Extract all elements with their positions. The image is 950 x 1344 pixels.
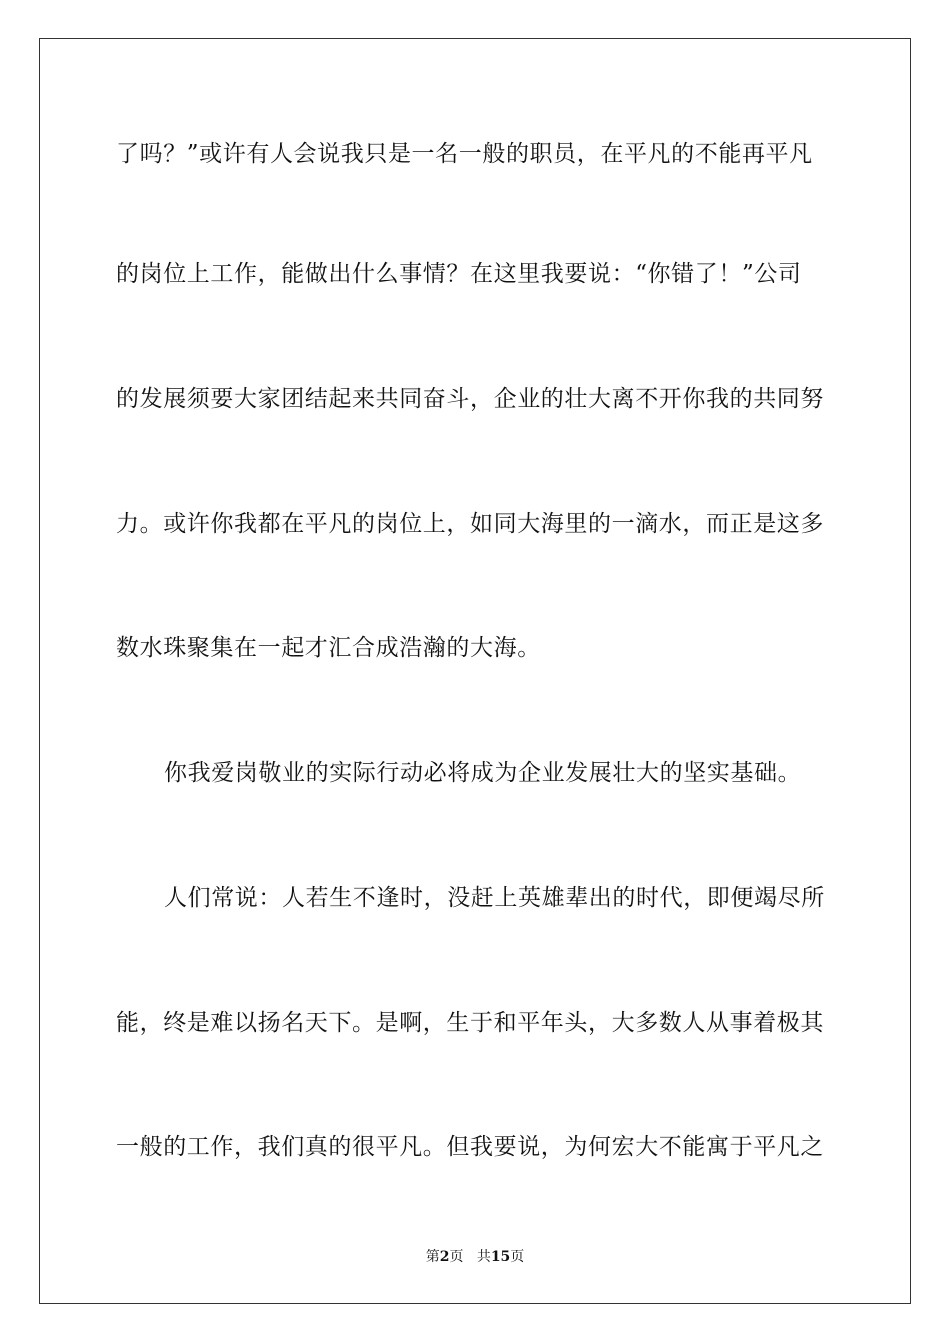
text-line-5: 数水珠聚集在一起才汇合成浩瀚的大海。	[116, 635, 541, 661]
paragraph-line-6: 你我爱岗敬业的实际行动必将成为企业发展壮大的坚实基础。	[164, 760, 802, 786]
paragraph-line-7: 人们常说：人若生不逢时，没赶上英雄辈出的时代，即便竭尽所	[164, 885, 825, 911]
total-pages: 15	[490, 1249, 511, 1265]
page-prefix: 第	[425, 1249, 440, 1265]
page-suffix: 页	[449, 1249, 464, 1265]
total-prefix: 共	[476, 1249, 491, 1265]
page-border	[39, 38, 911, 1304]
page-footer	[0, 1248, 950, 1266]
text-line-4: 力。或许你我都在平凡的岗位上，如同大海里的一滴水，而正是这多	[116, 511, 824, 537]
text-line-8: 能，终是难以扬名天下。是啊，生于和平年头，大多数人从事着极其	[116, 1010, 824, 1036]
text-line-9: 一般的工作，我们真的很平凡。但我要说，为何宏大不能寓于平凡之	[116, 1134, 824, 1160]
text-line-3: 的发展须要大家团结起来共同奋斗，企业的壮大离不开你我的共同努	[116, 386, 824, 412]
text-line-1: 了吗？”或许有人会说我只是一名一般的职员，在平凡的不能再平凡	[116, 141, 813, 167]
text-line-2: 的岗位上工作，能做出什么事情？在这里我要说：“你错了！”公司	[116, 261, 802, 287]
page-number: 2	[439, 1249, 450, 1265]
total-suffix: 页	[510, 1249, 525, 1265]
